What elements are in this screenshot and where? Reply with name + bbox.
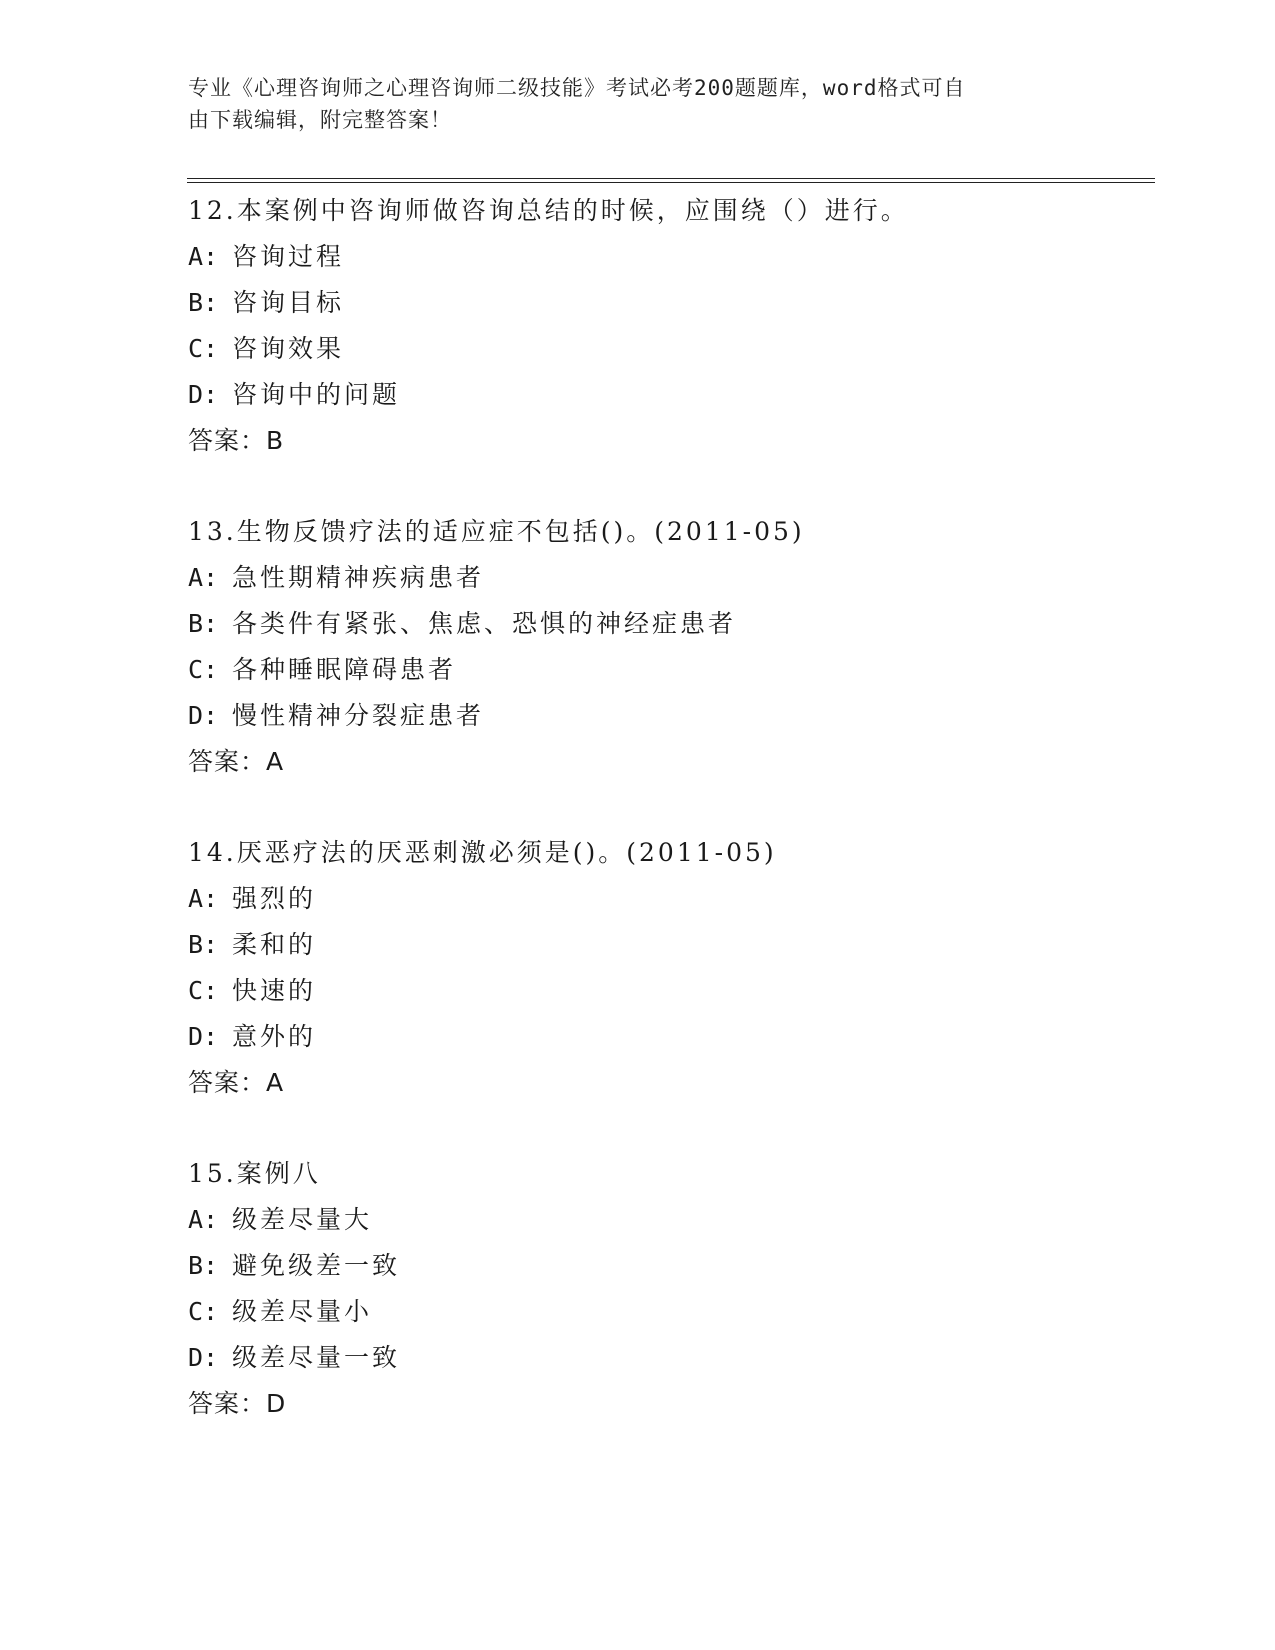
option-label: B: (188, 930, 219, 959)
header-title-line-2: 由下载编辑，附完整答案！ (188, 108, 452, 132)
option-label: B: (188, 1251, 219, 1280)
option-label: C: (188, 976, 219, 1005)
option-text: 咨询目标 (232, 288, 345, 317)
option-d (188, 693, 1148, 739)
option-d (188, 372, 1148, 418)
answer-line: 答案：D (188, 1389, 287, 1418)
option-label: C: (188, 655, 219, 684)
option-text: 各种睡眠障碍患者 (232, 655, 457, 684)
option-text: 各类件有紧张、焦虑、恐惧的神经症患者 (232, 609, 737, 638)
option-text: 急性期精神疾病患者 (232, 563, 485, 592)
option-c (188, 647, 1148, 693)
answer-line: 答案：A (188, 747, 285, 776)
option-text: 咨询过程 (232, 242, 345, 271)
option-a (188, 234, 1148, 280)
option-label: C: (188, 334, 219, 363)
option-text: 级差尽量小 (232, 1297, 373, 1326)
option-a (188, 1197, 1148, 1243)
option-label: A: (188, 1205, 219, 1234)
option-label: B: (188, 609, 219, 638)
answer-line: 答案：B (188, 426, 285, 455)
option-b (188, 922, 1148, 968)
header-title-line-1: 专业《心理咨询师之心理咨询师二级技能》考试必考200题题库，word格式可自 (188, 76, 966, 100)
option-a (188, 876, 1148, 922)
option-text: 级差尽量大 (232, 1205, 373, 1234)
answer-line: 答案：A (188, 1068, 285, 1097)
option-b (188, 1243, 1148, 1289)
question-stem: 15.案例八 (188, 1159, 321, 1188)
option-label: D: (188, 701, 219, 730)
option-text: 避免级差一致 (232, 1251, 401, 1280)
option-text: 意外的 (232, 1022, 317, 1051)
option-text: 强烈的 (232, 884, 317, 913)
question-15 (188, 1151, 1148, 1427)
question-stem: 14.厌恶疗法的厌恶刺激必须是()。(2011-05) (188, 838, 777, 867)
option-label: A: (188, 242, 219, 271)
question-13 (188, 509, 1148, 785)
option-label: C: (188, 1297, 219, 1326)
question-14 (188, 830, 1148, 1106)
option-text: 慢性精神分裂症患者 (232, 701, 485, 730)
option-d (188, 1014, 1148, 1060)
document-header (188, 72, 1068, 136)
option-c (188, 1289, 1148, 1335)
option-label: B: (188, 288, 219, 317)
option-c (188, 326, 1148, 372)
option-d (188, 1335, 1148, 1381)
option-c (188, 968, 1148, 1014)
option-label: A: (188, 884, 219, 913)
option-label: A: (188, 563, 219, 592)
header-divider-bottom (187, 182, 1155, 183)
option-label: D: (188, 1022, 219, 1051)
question-stem: 12.本案例中咨询师做咨询总结的时候，应围绕（）进行。 (188, 196, 909, 225)
option-text: 咨询效果 (232, 334, 345, 363)
option-text: 咨询中的问题 (232, 380, 401, 409)
option-b (188, 601, 1148, 647)
option-label: D: (188, 380, 219, 409)
option-text: 级差尽量一致 (232, 1343, 401, 1372)
option-b (188, 280, 1148, 326)
option-label: D: (188, 1343, 219, 1372)
option-text: 柔和的 (232, 930, 317, 959)
option-a (188, 555, 1148, 601)
question-stem: 13.生物反馈疗法的适应症不包括()。(2011-05) (188, 517, 805, 546)
option-text: 快速的 (232, 976, 317, 1005)
question-12 (188, 188, 1148, 464)
header-divider-top (187, 178, 1155, 179)
